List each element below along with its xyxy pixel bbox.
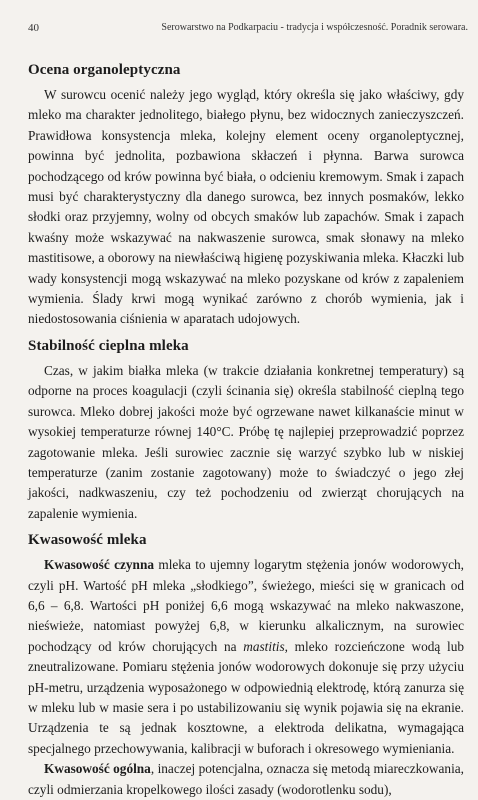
paragraph-heat-stability: Czas, w jakim białka mleka (w trakcie działania konkretnej temperatury) są odporne na proces koagulacji (czyli ścinania się) określa stabilność cieplną tego surowca. Mleko dobrej jakości może być ogrzewane nawet kilkanaście minut w wysokiej temperaturze równej 140°C. Próbę tę najlepiej przeprowadzić poprzez zagotowanie mleka. Jeśli surowiec zacznie się warzyć szybko lub w niskiej temperaturze (zanim zostanie zagotowany) może to świadczyć o jego złej jakości, nadkwaszeniu, czy też pochodzeniu od zwierząt chorujących na zapalenie wymienia.	[28, 362, 464, 521]
paragraph-organoleptic: W surowcu ocenić należy jego wygląd, który określa się jako właściwy, gdy mleko ma charakter jednolitego, białego płynu, bez widocznych zanieczyszczeń. Prawidłowa konsystencja mleka, kolejny element oceny organoleptycznej, powinna być jednolita, pozbawiona skłaczeń i płynna. Barwa surowca pochodzącego od krów powinna być biała, o odcieniu kremowym. Smak i zapach musi być charakterystyczny dla danego surowca, bez innych posmaków, lekko słodki oraz przyjemny, wolny od obcych smaków lub zapachów. Smak i zapach kwaśny może wskazywać na nakwaszenie surowca, smak słonawy na mleko mastitisowe, a oborowy na niewłaściwą higienę pozyskiwania mleka. Kłaczki lub wady konsystencji mogą wskazywać na mleko pozyskane od krów z zapaleniem wymienia. Ślady krwi mogą wynikać zarówno z chorób wymienia, jak i niedostosowania ciśnienia w aparatach udojowych.	[28, 87, 464, 327]
paragraph-active-acidity	[28, 555, 464, 759]
running-header	[28, 22, 468, 34]
active-acidity-text-a: mleka to ujemny logarytm stężenia jonów wodorowych, czyli pH. Wartość pH mleka „słodkiego”, świeżego, mieści się w granicach od 6,6 – 6,8. Wartości pH poniżej 6,6 mogą wskazywać na mleko nakwaszone, nieświeże, natomiast powyżej 6,8, w kierunku alkalicznym, na surowiec pochodzący od krów chorujących na	[28, 557, 464, 654]
page-number: 40	[28, 22, 39, 34]
total-acidity-text: , inaczej potencjalna, oznacza się metodą miareczkowania, czyli odmierzania kropelkowego ilości zasady (wodorotlenku sodu),	[28, 761, 464, 797]
paragraph-total-acidity	[28, 759, 464, 800]
term-active-acidity: Kwasowość czynna	[44, 557, 154, 573]
active-acidity-text-b: , mleko rozcieńczone wodą lub zneutralizowane. Pomiaru stężenia jonów wodorowych dokonuje się przy użyciu pH-metru, urządzenia wyposażonego w odpowiednią elektrodę, którą zanurza się w mleku lub w masie sera i po ustabilizowaniu się wynik pojawia się na ekranie. Urządzenia te są jednak kosztowne, a elektroda delikatna, wymagająca specjalnego przechowywania, kalibracji w buforach i okresowego wymieniania.	[28, 638, 465, 756]
running-title: Serowarstwo na Podkarpaciu - tradycja i współczesność. Poradnik serowara.	[161, 22, 468, 33]
page-content	[28, 62, 464, 800]
term-total-acidity: Kwasowość ogólna	[44, 761, 151, 777]
section-heading-organoleptic: Ocena organoleptyczna	[28, 62, 181, 78]
section-heading-acidity: Kwasowość mleka	[28, 532, 147, 549]
term-mastitis: mastitis	[243, 638, 285, 654]
section-heading-heat-stability: Stabilność cieplna mleka	[28, 337, 189, 354]
